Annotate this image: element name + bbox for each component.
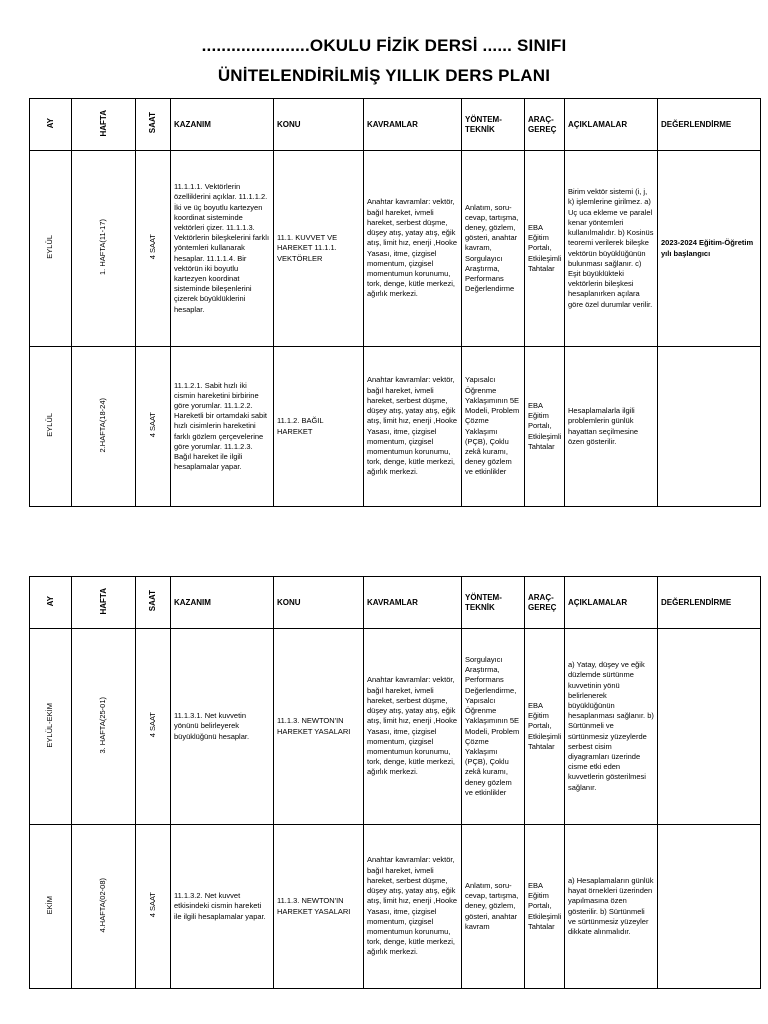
header-hafta: HAFTA [72, 577, 136, 629]
cell-konu: 11.1.2. BAĞIL HAREKET [274, 347, 364, 507]
header-degerlendirme: DEĞERLENDİRME [658, 577, 761, 629]
cell-saat: 4 SAAT [136, 151, 171, 347]
table-row [30, 347, 761, 507]
cell-degerlendirme: 2023-2024 Eğitim-Öğretim yılı başlangıcı [658, 151, 761, 347]
cell-kazanim: 11.1.1.1. Vektörlerin özelliklerini açıklar. 11.1.1.2. İki ve üç boyutlu kartezyen koordinat sisteminde vektörleri çizer. 11.1.1.3. Vektörlerin bileşkelerini farklı yöntemleri kullanarak hesaplar. 11.1.1.4. Bir vektörün iki boyutlu kartezyen koordinat sisteminde bileşenlerini çizerek büyüklüklerini hesaplar. [171, 151, 274, 347]
cell-konu: 11.1. KUVVET VE HAREKET 11.1.1. VEKTÖRLER [274, 151, 364, 347]
cell-arac: EBA Eğitim Portalı, Etkileşimli Tahtalar [525, 825, 565, 989]
document-title-line2: ÜNİTELENDİRİLMİŞ YILLIK DERS PLANI [217, 66, 551, 85]
table-row [30, 629, 761, 825]
header-kavramlar: KAVRAMLAR [364, 577, 462, 629]
cell-kavramlar: Anahtar kavramlar: vektör, bağıl hareket, ivmeli hareket, serbest düşme, düşey atış, yatay atış, eğik atış, limit hız, enerji ,Hooke Yasası, itme, çizgisel momentum, çizgisel momentumun korunumu, tork, denge, kütle merkezi, ağırlık merkezi. [364, 347, 462, 507]
cell-ay: EKİM [30, 825, 72, 989]
cell-arac: EBA Eğitim Portalı, Etkileşimli Tahtalar [525, 629, 565, 825]
table-header-row [30, 577, 761, 629]
cell-hafta: 4.HAFTA(02-08) [72, 825, 136, 989]
header-kazanim: KAZANIM [171, 577, 274, 629]
cell-kazanim: 11.1.3.1. Net kuvvetin yönünü belirleyerek büyüklüğünü hesaplar. [171, 629, 274, 825]
cell-kazanim: 11.1.3.2. Net kuvvet etkisindeki cismin hareketi ile ilgili hesaplamalar yapar. [171, 825, 274, 989]
cell-ay: EYLÜL-EKİM [30, 629, 72, 825]
cell-hafta: 1. HAFTA(11-17) [72, 151, 136, 347]
header-yontem: YÖNTEM-TEKNİK [462, 577, 525, 629]
cell-aciklamalar: Birim vektör sistemi (i, j, k) işlemlerine girilmez. a) Uç uca ekleme ve paralel kenar yöntemleri kullanılmalıdır. b) Kosinüs teoremi verilerek bileşke vektörün büyüklüğünün bulunması sağlanır. c) Eşit büyüklükteki vektörlerin bileşkesi hesaplanırken açılara göre özel durumlar verilir. [565, 151, 658, 347]
header-konu: KONU [274, 99, 364, 151]
cell-kavramlar: Anahtar kavramlar: vektör, bağıl hareket, ivmeli hareket, serbest düşme, düşey atış, yatay atış, eğik atış, limit hız, enerji ,Hooke Yasası, itme, çizgisel momentum, çizgisel momentumun korunumu, tork, denge, kütle merkezi, ağırlık merkezi. [364, 825, 462, 989]
cell-aciklamalar: Hesaplamalarla ilgili problemlerin günlük hayattan seçilmesine özen gösterilir. [565, 347, 658, 507]
cell-aciklamalar: a) Yatay, düşey ve eğik düzlemde sürtünme kuvvetinin yönü belirlenerek büyüklüğünün hesaplanması sağlanır. b) Sürtünmeli ve sürtünmesiz yüzeylerde serbest cisim diyagramları üzerinde cisme etki eden kuvvetlerin gösterilmesi sağlanır. [565, 629, 658, 825]
cell-yontem: Anlatım, soru-cevap, tartışma, deney, gözlem, gösteri, anahtar kavram [462, 825, 525, 989]
header-kavramlar: KAVRAMLAR [364, 99, 462, 151]
cell-arac: EBA Eğitim Portalı, Etkileşimli Tahtalar [525, 151, 565, 347]
cell-saat: 4 SAAT [136, 629, 171, 825]
cell-degerlendirme [658, 629, 761, 825]
header-aciklamalar: AÇIKLAMALAR [565, 99, 658, 151]
header-ay: AY [30, 577, 72, 629]
cell-ay: EYLÜL [30, 151, 72, 347]
cell-kazanim: 11.1.2.1. Sabit hızlı iki cismin hareketini birbirine göre yorumlar. 11.1.2.2. Hareketli bir ortamdaki sabit hızlı cisimlerin hareketini farklı gözlem çerçevelerine göre yorumlar. 11.1.2.3. Bağıl hareket ile ilgili hesaplamalar yapar. [171, 347, 274, 507]
table-row [30, 151, 761, 347]
header-saat: SAAT [136, 577, 171, 629]
cell-saat: 4 SAAT [136, 347, 171, 507]
cell-degerlendirme [658, 347, 761, 507]
header-degerlendirme: DEĞERLENDİRME [658, 99, 761, 151]
cell-hafta: 3. HAFTA(25-01) [72, 629, 136, 825]
cell-saat: 4 SAAT [136, 825, 171, 989]
header-kazanim: KAZANIM [171, 99, 274, 151]
header-yontem: YÖNTEM-TEKNİK [462, 99, 525, 151]
cell-ay: EYLÜL [30, 347, 72, 507]
cell-degerlendirme [658, 825, 761, 989]
header-aciklamalar: AÇIKLAMALAR [565, 577, 658, 629]
table-header-row [30, 99, 761, 151]
cell-kavramlar: Anahtar kavramlar: vektör, bağıl hareket, ivmeli hareket, serbest düşme, düşey atış, yatay atış, eğik atış, limit hız, enerji ,Hooke Yasası, itme, çizgisel momentum, çizgisel momentumun korunumu, tork, denge, kütle merkezi, ağırlık merkezi. [364, 151, 462, 347]
cell-konu: 11.1.3. NEWTON'IN HAREKET YASALARI [274, 629, 364, 825]
cell-kavramlar: Anahtar kavramlar: vektör, bağıl hareket, ivmeli hareket, serbest düşme, düşey atış, yatay atış, eğik atış, limit hız, enerji ,Hooke Yasası, itme, çizgisel momentum, çizgisel momentumun korunumu, tork, denge, kütle merkezi, ağırlık merkezi. [364, 629, 462, 825]
lesson-plan-table-1 [29, 98, 761, 507]
cell-hafta: 2.HAFTA(18-24) [72, 347, 136, 507]
header-arac: ARAÇ-GEREÇ [525, 577, 565, 629]
cell-yontem: Anlatım, soru-cevap, tartışma, deney, gözlem, gösteri, anahtar kavram, Sorgulayıcı Araştırma, Performans Değerlendirme [462, 151, 525, 347]
cell-yontem: Yapısalcı Öğrenme Yaklaşımının 5E Modeli, Problem Çözme Yaklaşımı (PÇB), Çoklu zekâ kuramı, deney gözlem ve etkinlikler [462, 347, 525, 507]
lesson-plan-table-2 [29, 576, 761, 989]
header-hafta: HAFTA [72, 99, 136, 151]
cell-konu: 11.1.3. NEWTON'IN HAREKET YASALARI [274, 825, 364, 989]
header-konu: KONU [274, 577, 364, 629]
cell-arac: EBA Eğitim Portalı, Etkileşimli Tahtalar [525, 347, 565, 507]
cell-aciklamalar: a) Hesaplamaların günlük hayat örnekleri üzerinden yapılmasına özen gösterilir. b) Sürtünmeli ve sürtünmesiz yüzeyler dikkate alınmalıdır. [565, 825, 658, 989]
header-ay: AY [30, 99, 72, 151]
header-arac: ARAÇ-GEREÇ [525, 99, 565, 151]
cell-yontem: Sorgulayıcı Araştırma, Performans Değerlendirme, Yapısalcı Öğrenme Yaklaşımının 5E Modeli, Problem Çözme Yaklaşımı (PÇB), Çoklu zekâ kuramı, deney gözlem ve etkinlikler [462, 629, 525, 825]
header-saat: SAAT [136, 99, 171, 151]
table-row [30, 825, 761, 989]
document-title-line1: ......................OKULU FİZİK DERSİ ...... SINIFI [201, 36, 567, 55]
